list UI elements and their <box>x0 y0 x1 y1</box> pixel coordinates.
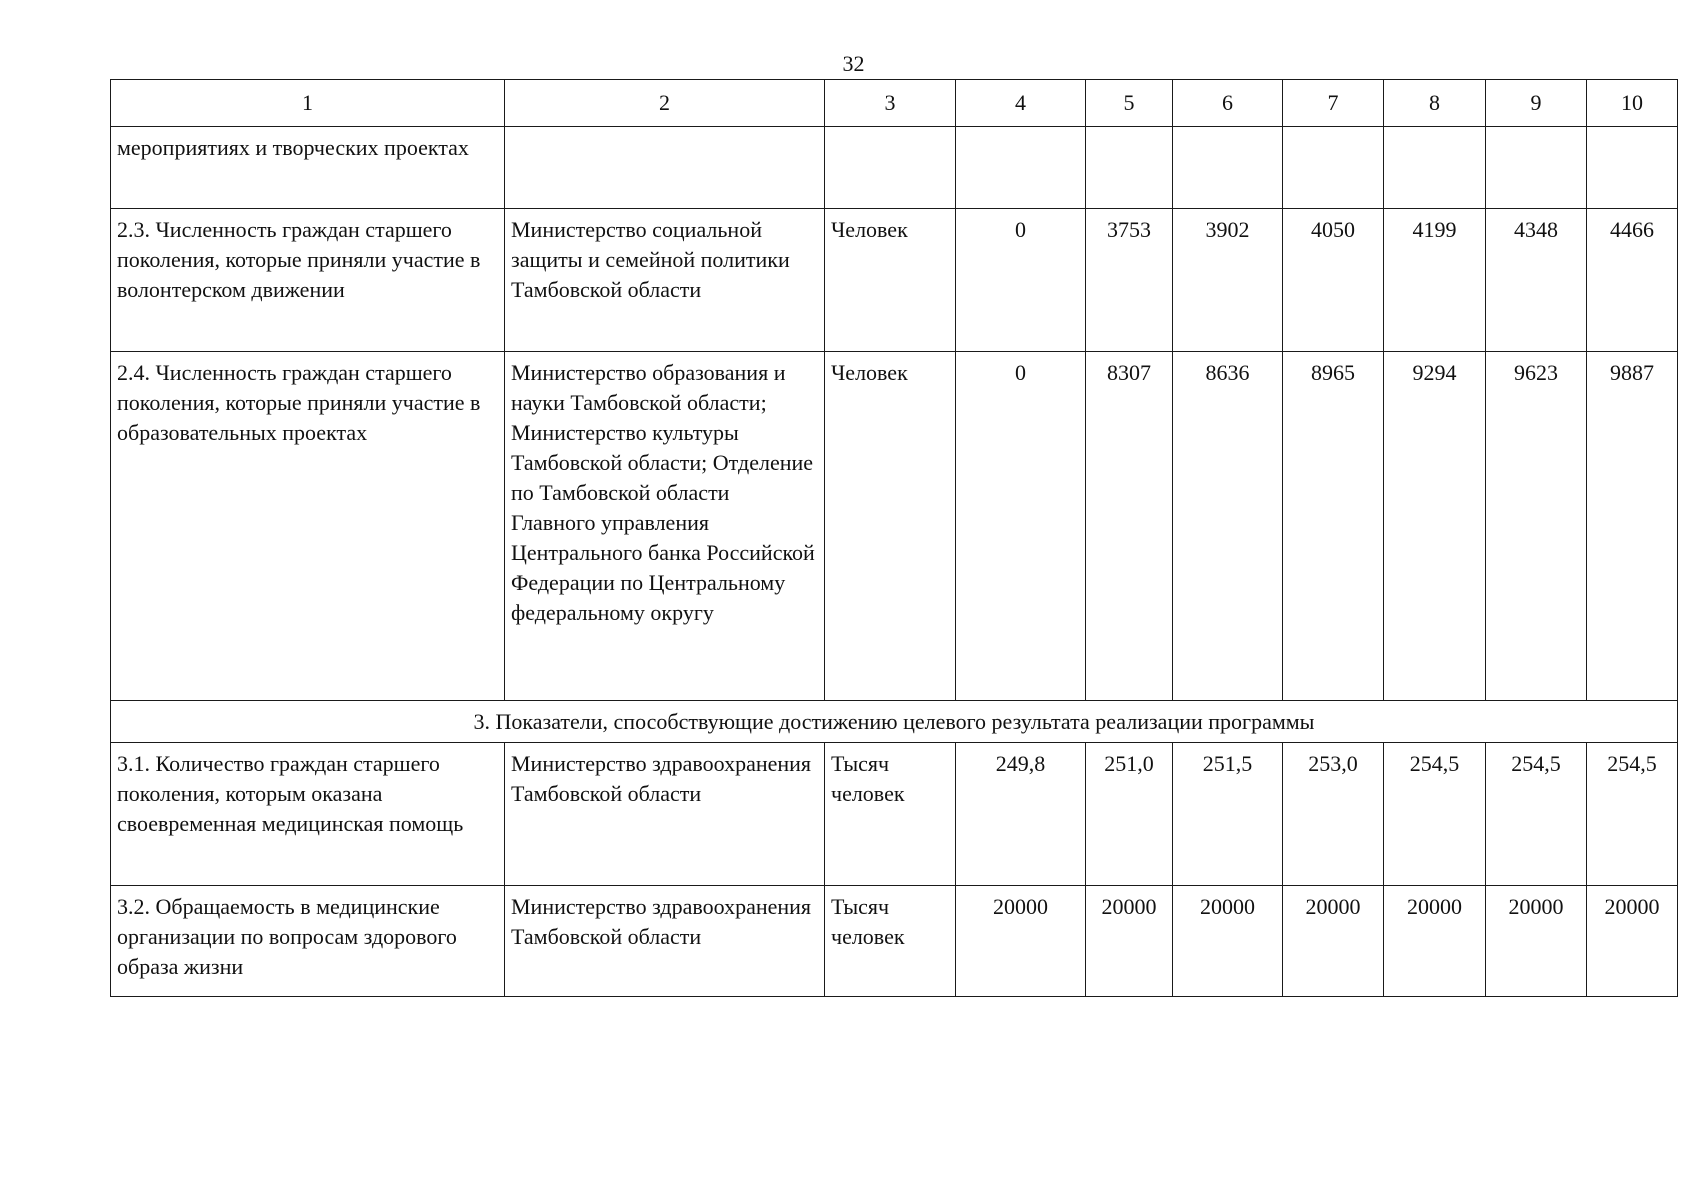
value-cell: 4199 <box>1384 209 1486 352</box>
unit-cell: Человек <box>825 209 956 352</box>
column-header: 1 <box>111 80 505 127</box>
indicator-cell: мероприятиях и творческих проектах <box>111 127 505 209</box>
unit-cell <box>825 127 956 209</box>
indicators-table <box>110 79 1678 997</box>
column-header: 7 <box>1283 80 1384 127</box>
column-header: 4 <box>956 80 1086 127</box>
column-header: 9 <box>1486 80 1587 127</box>
section-title: 3. Показатели, способствующие достижению целевого результата реализации программы <box>111 701 1678 743</box>
value-cell: 0 <box>956 209 1086 352</box>
responsible-cell: Министерство образования и науки Тамбовской области; Министерство культуры Тамбовской области; Отделение по Тамбовской области Главного управления Центрального банка Российской Федерации по Центральному федеральному округу <box>505 352 825 701</box>
responsible-cell: Министерство здравоохранения Тамбовской области <box>505 743 825 886</box>
responsible-cell: Министерство здравоохранения Тамбовской области <box>505 886 825 997</box>
column-header: 3 <box>825 80 956 127</box>
value-cell: 20000 <box>1086 886 1173 997</box>
value-cell <box>956 127 1086 209</box>
column-header: 8 <box>1384 80 1486 127</box>
table-row <box>111 127 1678 209</box>
value-cell: 20000 <box>956 886 1086 997</box>
value-cell: 254,5 <box>1587 743 1678 886</box>
indicator-cell: 3.2. Обращаемость в медицинские организации по вопросам здорового образа жизни <box>111 886 505 997</box>
responsible-cell <box>505 127 825 209</box>
column-header: 2 <box>505 80 825 127</box>
value-cell: 8636 <box>1173 352 1283 701</box>
value-cell: 253,0 <box>1283 743 1384 886</box>
page-number: 32 <box>842 51 865 76</box>
table-row <box>111 886 1678 997</box>
table-row <box>111 743 1678 886</box>
column-header: 6 <box>1173 80 1283 127</box>
value-cell <box>1486 127 1587 209</box>
value-cell: 20000 <box>1486 886 1587 997</box>
value-cell: 4466 <box>1587 209 1678 352</box>
value-cell <box>1086 127 1173 209</box>
value-cell: 254,5 <box>1486 743 1587 886</box>
value-cell <box>1173 127 1283 209</box>
value-cell <box>1283 127 1384 209</box>
value-cell: 20000 <box>1587 886 1678 997</box>
value-cell: 9294 <box>1384 352 1486 701</box>
value-cell: 8307 <box>1086 352 1173 701</box>
value-cell: 9887 <box>1587 352 1678 701</box>
table-header-row <box>111 80 1678 127</box>
value-cell: 254,5 <box>1384 743 1486 886</box>
value-cell: 3753 <box>1086 209 1173 352</box>
column-header: 5 <box>1086 80 1173 127</box>
value-cell: 4348 <box>1486 209 1587 352</box>
value-cell: 20000 <box>1173 886 1283 997</box>
value-cell: 20000 <box>1384 886 1486 997</box>
unit-cell: Человек <box>825 352 956 701</box>
section-row <box>111 701 1678 743</box>
table-row <box>111 209 1678 352</box>
value-cell: 8965 <box>1283 352 1384 701</box>
unit-cell: Тысяч человек <box>825 886 956 997</box>
value-cell: 3902 <box>1173 209 1283 352</box>
value-cell: 251,5 <box>1173 743 1283 886</box>
unit-cell: Тысяч человек <box>825 743 956 886</box>
indicator-cell: 3.1. Количество граждан старшего поколения, которым оказана своевременная медицинская помощь <box>111 743 505 886</box>
responsible-cell: Министерство социальной защиты и семейной политики Тамбовской области <box>505 209 825 352</box>
indicator-cell: 2.3. Численность граждан старшего поколения, которые приняли участие в волонтерском движении <box>111 209 505 352</box>
value-cell: 0 <box>956 352 1086 701</box>
value-cell: 249,8 <box>956 743 1086 886</box>
column-header: 10 <box>1587 80 1678 127</box>
value-cell: 4050 <box>1283 209 1384 352</box>
table-row <box>111 352 1678 701</box>
value-cell <box>1384 127 1486 209</box>
value-cell: 9623 <box>1486 352 1587 701</box>
value-cell: 251,0 <box>1086 743 1173 886</box>
indicator-cell: 2.4. Численность граждан старшего поколения, которые приняли участие в образовательных проектах <box>111 352 505 701</box>
value-cell <box>1587 127 1678 209</box>
value-cell: 20000 <box>1283 886 1384 997</box>
